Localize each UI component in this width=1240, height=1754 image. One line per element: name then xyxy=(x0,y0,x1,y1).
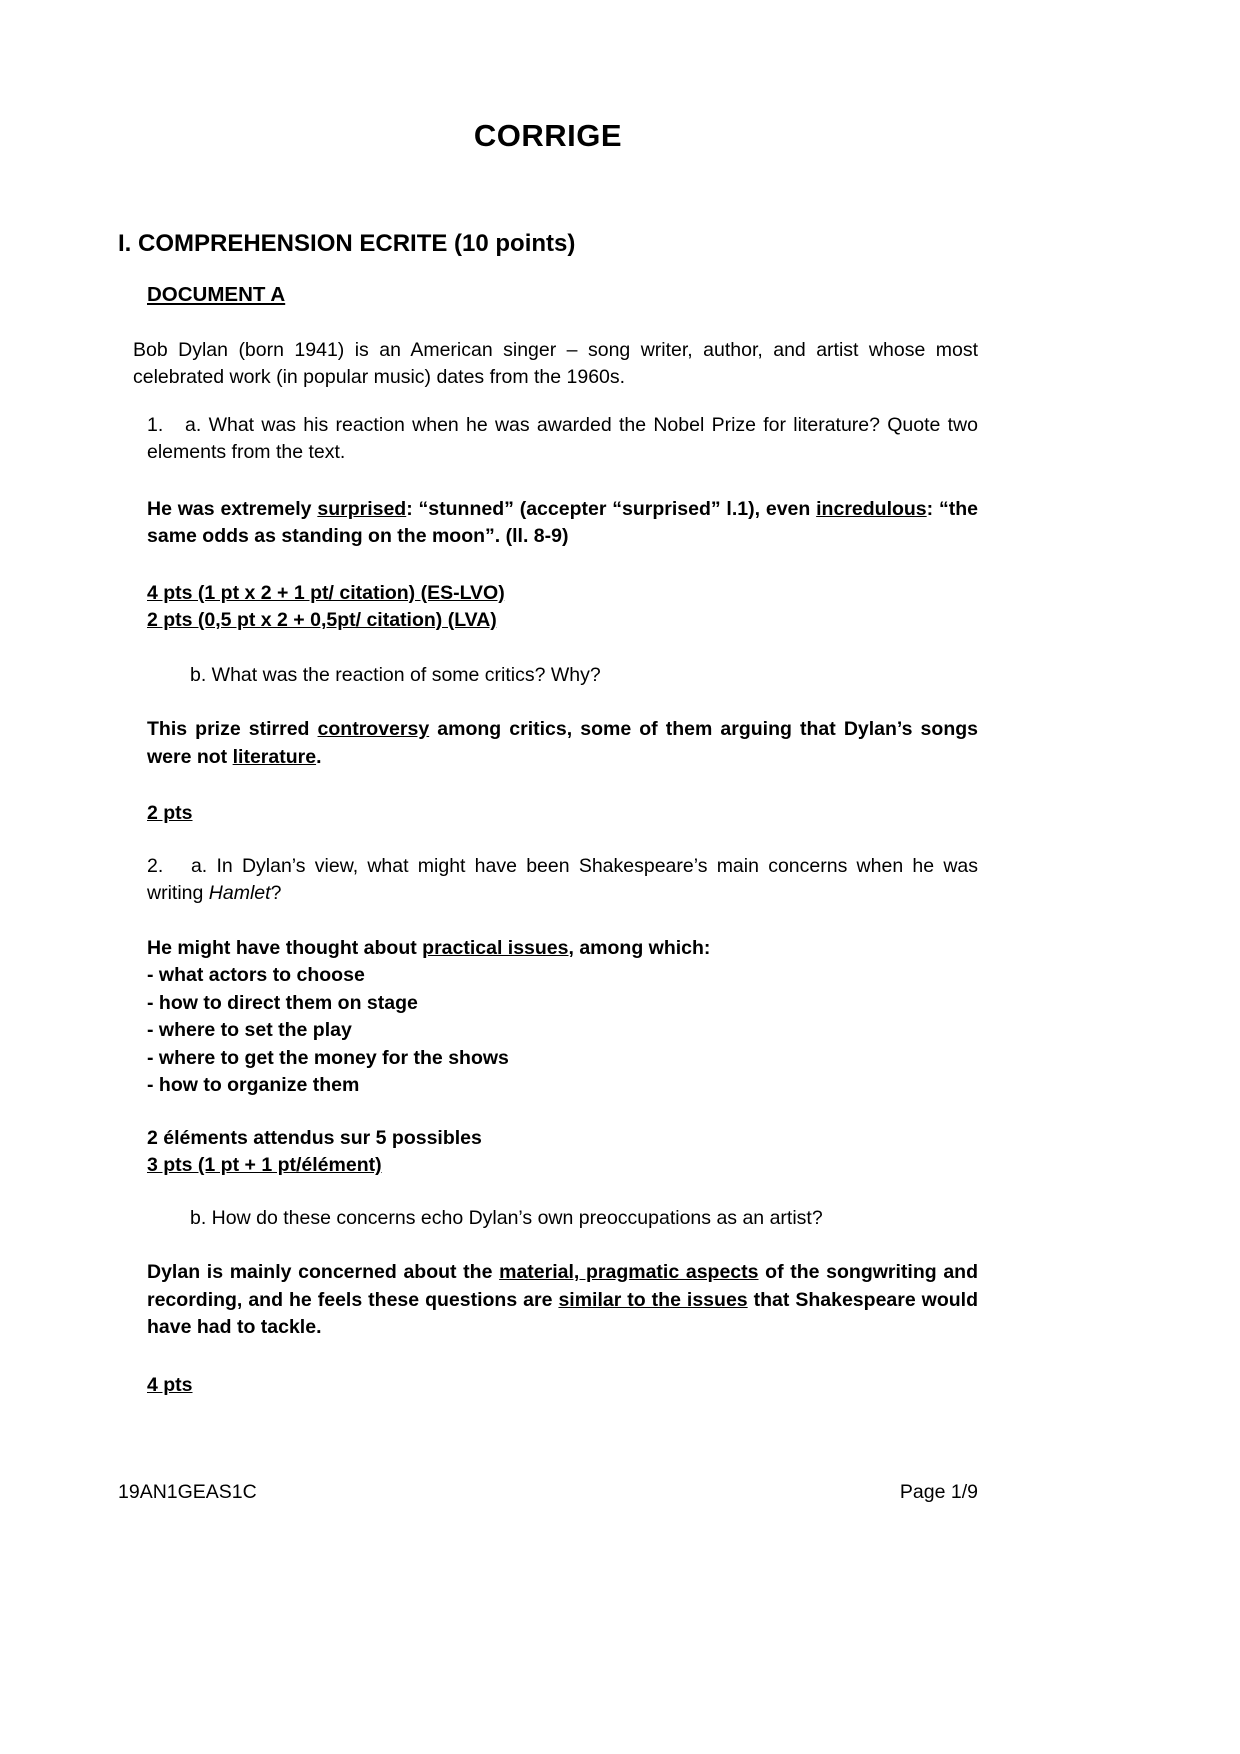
answer-1b: This prize stirred controversy among critics, some of them arguing that Dylan’s songs were not literature. xyxy=(147,718,978,768)
points-2a xyxy=(147,1125,978,1180)
page-title: CORRIGE xyxy=(473,118,623,153)
question-2a: 2. a. In Dylan’s view, what might have been Shakespeare’s main concerns when he was writing Hamlet? xyxy=(147,854,978,904)
section-heading: I. COMPREHENSION ECRITE (10 points) xyxy=(118,230,576,257)
answer-2b: Dylan is mainly concerned about the material, pragmatic aspects of the songwriting and recording, and he feels these questions are similar to the issues that Shakespeare would have had to tackle. xyxy=(147,1261,978,1338)
answer-2a-item: - where to set the play xyxy=(147,1019,352,1041)
footer-page-number: Page 1/9 xyxy=(899,1481,978,1503)
intro-paragraph: Bob Dylan (born 1941) is an American singer – song writer, author, and artist whose most celebrated work (in popular music) dates from the 1960s. xyxy=(133,338,978,388)
answer-1a: He was extremely surprised: “stunned” (accepter “surprised” l.1), even incredulous: “the same odds as standing on the moon”. (ll. 8-9) xyxy=(147,497,978,547)
footer-reference: 19AN1GEAS1C xyxy=(118,1481,257,1503)
points-2a-line: 3 pts (1 pt + 1 pt/élément) xyxy=(147,1154,382,1176)
points-1a xyxy=(147,580,978,635)
answer-2a-item: - how to direct them on stage xyxy=(147,991,418,1014)
points-1b: 2 pts xyxy=(147,802,193,824)
answer-2a-intro: He might have thought about practical issues, among which: xyxy=(147,936,711,959)
points-2a-note: 2 éléments attendus sur 5 possibles xyxy=(147,1126,482,1149)
points-2b: 4 pts xyxy=(147,1373,193,1396)
answer-2a-item: - where to get the money for the shows xyxy=(147,1046,509,1069)
points-1a-line1: 4 pts (1 pt x 2 + 1 pt/ citation) (ES-LVO) xyxy=(147,581,505,604)
page-footer xyxy=(118,1479,978,1507)
question-2b: b. How do these concerns echo Dylan’s own preoccupations as an artist? xyxy=(190,1206,823,1229)
points-1a-line2: 2 pts (0,5 pt x 2 + 0,5pt/ citation) (LVA) xyxy=(147,609,497,631)
answer-2a xyxy=(147,935,978,1100)
question-1a: 1. a. What was his reaction when he was awarded the Nobel Prize for literature? Quote two elements from the text. xyxy=(147,413,978,463)
document-a-label: DOCUMENT A xyxy=(147,283,286,306)
answer-2a-item: - how to organize them xyxy=(147,1074,360,1096)
question-1b: b. What was the reaction of some critics? Why? xyxy=(190,663,601,686)
answer-2a-item: - what actors to choose xyxy=(147,964,365,986)
